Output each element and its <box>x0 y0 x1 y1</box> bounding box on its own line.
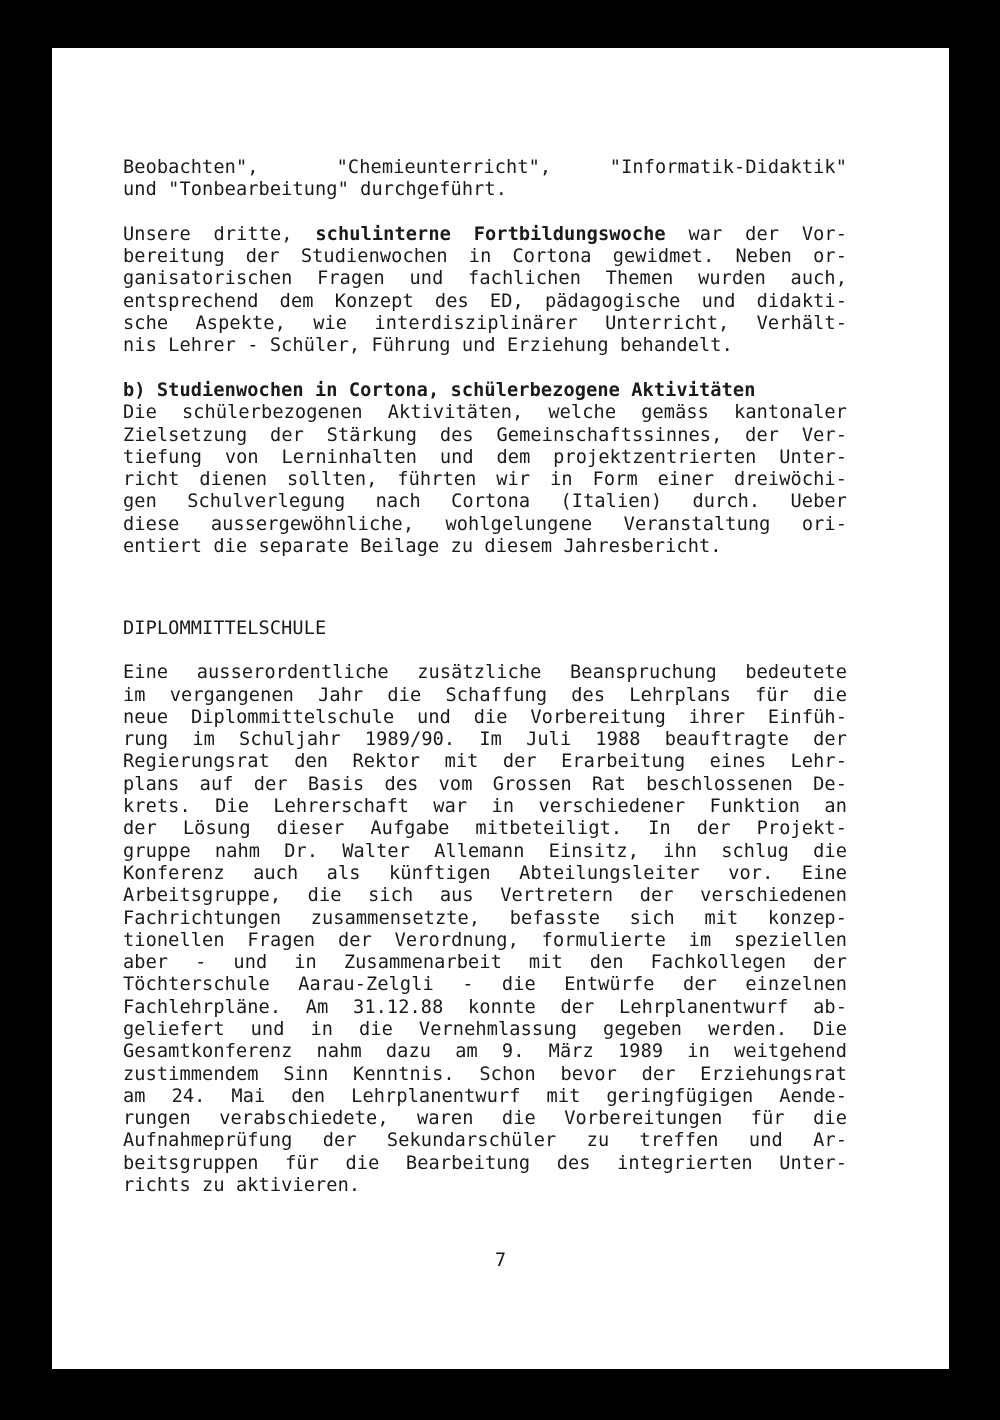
text-line: tiefung von Lerninhalten und dem projektzentrierten Unter- <box>123 446 847 468</box>
bold-term: schulinterne Fortbildungswoche <box>315 223 666 245</box>
text-line: krets. Die Lehrerschaft war in verschiedener Funktion an <box>123 796 847 818</box>
text-line: Fachrichtungen zusammensetzte, befasste sich mit konzep- <box>123 907 847 929</box>
text-line: Die schülerbezogenen Aktivitäten, welche gemäss kantonaler <box>123 402 847 424</box>
text-line <box>123 224 847 246</box>
text-line: Arbeitsgruppe, die sich aus Vertretern der verschiedenen <box>123 885 847 907</box>
text-line: nis Lehrer - Schüler, Führung und Erziehung behandelt. <box>123 335 733 357</box>
text-line: Eine ausserordentliche zusätzliche Beanspruchung bedeutete <box>123 662 847 684</box>
text-fragment: Unsere dritte, <box>123 223 316 245</box>
text-line: sche Aspekte, wie interdisziplinärer Unterricht, Verhält- <box>123 313 847 335</box>
text-line: tionellen Fragen der Verordnung, formulierte im speziellen <box>123 929 847 951</box>
text-fragment: war der Vor- <box>665 223 847 245</box>
text-line: der Lösung dieser Aufgabe mitbeteiligt. In der Projekt- <box>123 818 847 840</box>
text-line: entsprechend dem Konzept des ED, pädagogische und didakti- <box>123 290 847 312</box>
text-line: rung im Schuljahr 1989/90. Im Juli 1988 beauftragte der <box>123 729 847 751</box>
text-line: richts zu aktivieren. <box>123 1175 361 1197</box>
text-line: Aufnahmeprüfung der Sekundarschüler zu treffen und Ar- <box>123 1130 847 1152</box>
text-line: aber - und in Zusammenarbeit mit den Fachkollegen der <box>123 952 847 974</box>
text-line: entiert die separate Beilage zu diesem Jahresbericht. <box>123 536 722 558</box>
text-line: im vergangenen Jahr die Schaffung des Lehrplans für die <box>123 684 847 706</box>
page-content <box>123 157 847 1197</box>
text-line: zustimmendem Sinn Kenntnis. Schon bevor der Erziehungsrat <box>123 1063 847 1085</box>
text-line: bereitung der Studienwochen in Cortona gewidmet. Neben or- <box>123 246 847 268</box>
text-line: Beobachten", "Chemieunterricht", "Informatik-Didaktik" <box>123 157 847 178</box>
text-line: rungen verabschiedete, waren die Vorbereitungen für die <box>123 1108 847 1130</box>
text-line: gruppe nahm Dr. Walter Allemann Einsitz, ihn schlug die <box>123 840 847 862</box>
text-line: Zielsetzung der Stärkung des Gemeinschaftssinnes, der Ver- <box>123 424 847 446</box>
text-line: gen Schulverlegung nach Cortona (Italien) durch. Ueber <box>123 491 847 513</box>
text-line: ganisatorischen Fragen und fachlichen Themen wurden auch, <box>123 268 847 290</box>
section-heading: DIPLOMMITTELSCHULE <box>123 617 327 639</box>
document-page <box>52 48 949 1369</box>
text-line: Töchterschule Aarau-Zelgli - die Entwürfe der einzelnen <box>123 974 847 996</box>
paragraph-fortbildungswoche <box>123 224 847 358</box>
text-line: Konferenz auch als künftigen Abteilungsleiter vor. Eine <box>123 862 847 884</box>
page-number: 7 <box>494 1250 507 1271</box>
text-line: richt dienen sollten, führten wir in Form einer dreiwöchi- <box>123 469 847 491</box>
text-line: diese aussergewöhnliche, wohlgelungene Veranstaltung ori- <box>123 513 847 535</box>
text-line: am 24. Mai den Lehrplanentwurf mit geringfügigen Aende- <box>123 1085 847 1107</box>
text-line: neue Diplommittelschule und die Vorbereitung ihrer Einfüh- <box>123 706 847 728</box>
text-line: Gesamtkonferenz nahm dazu am 9. März 1989 in weitgehend <box>123 1041 847 1063</box>
text-line: plans auf der Basis des vom Grossen Rat beschlossenen De- <box>123 773 847 795</box>
section-heading: b) Studienwochen in Cortona, schülerbezogene Aktivitäten <box>123 379 756 401</box>
section-studienwochen <box>123 380 847 558</box>
text-line: beitsgruppen für die Bearbeitung des integrierten Unter- <box>123 1152 847 1174</box>
text-line: Regierungsrat den Rektor mit der Erarbeitung eines Lehr- <box>123 751 847 773</box>
section-diplommittelschule <box>123 618 847 1198</box>
text-line: und "Tonbearbeitung" durchgeführt. <box>123 179 508 201</box>
text-line: Fachlehrpläne. Am 31.12.88 konnte der Lehrplanentwurf ab- <box>123 996 847 1018</box>
text-line: geliefert und in die Vernehmlassung gegeben werden. Die <box>123 1018 847 1040</box>
paragraph-intro <box>123 157 847 202</box>
